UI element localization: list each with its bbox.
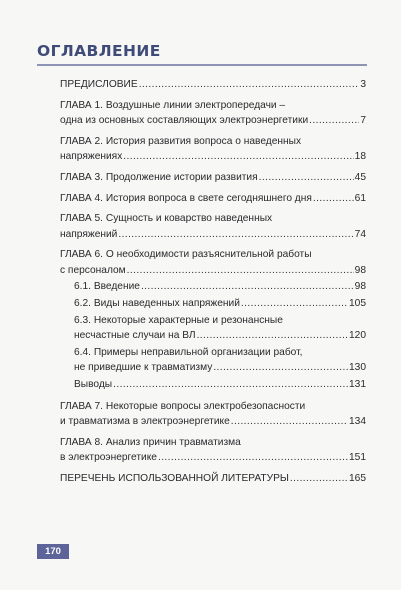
toc-entry-section-6-1 [74,279,366,294]
leader-dots [158,450,348,465]
toc-page-number: 18 [354,151,366,162]
toc-entry-chapter-1 [60,98,366,128]
toc-entry-title: ГЛАВА 1. Воздушные линии электропередачи – [60,99,286,111]
toc-entry-title: ГЛАВА 4. История вопроса в свете сегодняшнего дня [60,192,312,204]
toc-entry-conclusions [74,377,366,392]
toc-page-number: 98 [354,281,366,293]
toc-entry-section-6-3 [74,313,366,343]
toc-entry-title: ГЛАВА 3. Продолжение истории развития [60,171,258,183]
toc-entry-chapter-4 [60,191,366,206]
leader-dots [259,170,354,185]
toc-page-number: 165 [349,472,366,484]
toc-entry-chapter-6 [60,247,366,277]
leader-dots [139,77,360,92]
toc-entry-preface [60,77,366,92]
toc-entry-title-cont: и травматизма в электроэнергетике [60,415,230,427]
toc-entry-title: ГЛАВА 5. Сущность и коварство наведенных [60,213,273,225]
toc-entry-title: 6.1. Введение [74,281,140,293]
toc-entry-chapter-7 [60,399,366,429]
toc-page-number: 131 [349,378,366,390]
toc-entry-title-cont: с персоналом [60,264,126,276]
leader-dots [231,414,348,429]
leader-dots [313,191,354,206]
page-number-badge: 170 [37,544,69,559]
toc-entry-title-cont: не приведшие к травматизму [74,362,213,374]
toc-entry-title-cont: в электроэнергетике [60,451,157,463]
toc-entry-title: ПРЕДИСЛОВИЕ [60,79,138,90]
toc-page-number: 151 [349,451,366,463]
toc-page-number: 105 [349,298,366,310]
leader-dots [118,227,353,242]
toc-page-number: 134 [349,415,366,427]
leader-dots [197,328,348,343]
toc-entry-title: 6.4. Примеры неправильной организации работ, [74,346,303,358]
leader-dots [241,296,348,311]
toc-entry-title-cont: напряжений [60,228,118,240]
leader-dots [290,471,348,486]
toc-entry-chapter-2 [60,134,366,164]
toc-entry-title-cont: напряжениях [60,151,123,162]
toc-page-number: 98 [354,264,366,276]
toc-entry-chapter-5 [60,211,366,241]
leader-dots [309,113,359,128]
toc-entry-title: ГЛАВА 8. Анализ причин травматизма [60,436,241,448]
toc-entry-section-6-2 [74,296,366,311]
toc-entry-title: ГЛАВА 2. История развития вопроса о наведенных [60,135,302,147]
title-underline [37,64,367,66]
leader-dots [141,279,354,294]
page-title: ОГЛАВЛЕНИЕ [37,42,161,60]
toc-page-number: 7 [360,115,366,126]
toc-entry-references [60,471,366,486]
toc-entry-section-6-4 [74,345,366,375]
toc-page-number: 45 [354,171,366,183]
toc-entry-title: ГЛАВА 7. Некоторые вопросы электробезопасности [60,400,306,412]
toc-page-number: 130 [349,362,366,374]
toc-entry-chapter-8 [60,435,366,465]
leader-dots [113,377,348,392]
toc-entry-title: 6.2. Виды наведенных напряжений [74,298,240,310]
toc-entry-title: 6.3. Некоторые характерные и резонансные [74,314,283,326]
leader-dots [213,360,348,375]
leader-dots [123,149,353,164]
toc-entry-title: Выводы [74,378,113,390]
table-of-contents [60,77,366,491]
toc-page-number: 74 [354,228,366,240]
toc-page-number: 120 [349,330,366,342]
leader-dots [127,263,354,278]
toc-entry-chapter-3 [60,170,366,185]
toc-page-number: 3 [360,79,366,90]
toc-entry-title-cont: несчастные случаи на ВЛ [74,330,196,342]
toc-page-number: 61 [354,192,366,204]
toc-entry-title: ПЕРЕЧЕНЬ ИСПОЛЬЗОВАННОЙ ЛИТЕРАТУРЫ [60,472,289,484]
toc-entry-title: ГЛАВА 6. О необходимости разъяснительной работы [60,249,312,261]
toc-entry-title-cont: одна из основных составляющих электроэнергетики [60,115,309,126]
